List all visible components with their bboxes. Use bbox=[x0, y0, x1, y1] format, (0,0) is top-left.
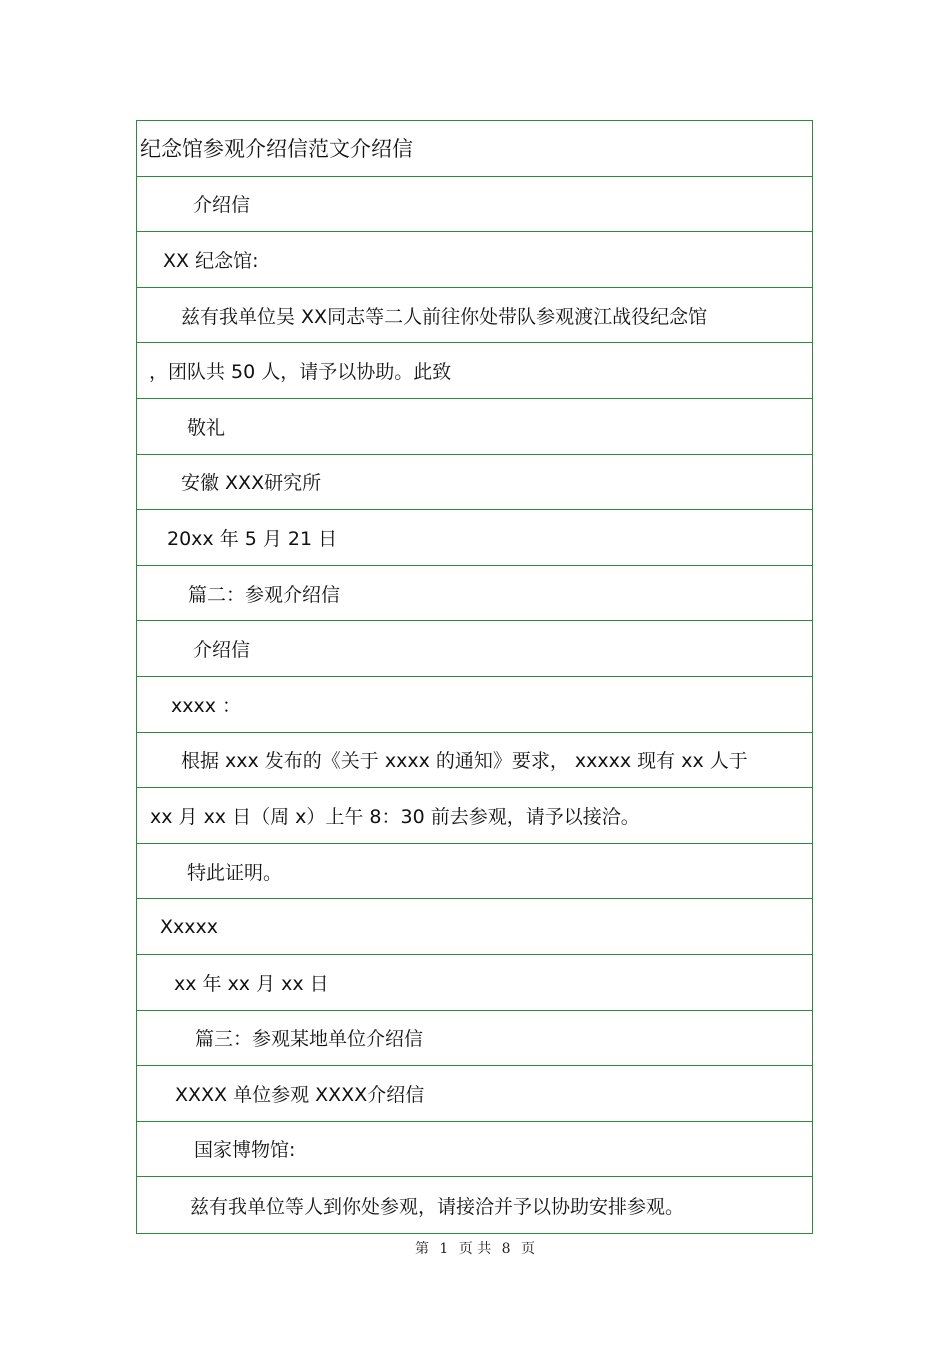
page-footer bbox=[0, 1238, 950, 1258]
document-title: 纪念馆参观介绍信范文介绍信 bbox=[137, 121, 812, 177]
date-line: 20xx 年 5 月 21 日 bbox=[137, 510, 812, 566]
footer-prefix: 第 bbox=[414, 1241, 429, 1257]
body-line: 兹有我单位吴 XX同志等二人前往你处带队参观渡江战役纪念馆 bbox=[137, 288, 812, 344]
body-line: ，团队共 50 人，请予以协助。此致 bbox=[137, 343, 812, 399]
body-line: 根据 xxx 发布的《关于 xxxx 的通知》要求， xxxxx 现有 xx 人于 bbox=[137, 733, 812, 789]
document-table bbox=[136, 120, 813, 1234]
footer-suffix: 页 bbox=[521, 1241, 536, 1257]
footer-total-pages: 8 bbox=[501, 1241, 511, 1257]
recipient-line: XX 纪念馆: bbox=[137, 232, 812, 288]
section-heading: 篇三：参观某地单位介绍信 bbox=[137, 1011, 812, 1067]
letter-heading: 介绍信 bbox=[137, 621, 812, 677]
closing-line: 特此证明。 bbox=[137, 844, 812, 900]
signature-line: Xxxxx bbox=[137, 899, 812, 955]
footer-page-number: 1 bbox=[439, 1241, 449, 1257]
letter-heading: 介绍信 bbox=[137, 177, 812, 233]
letter-title-line: XXXX 单位参观 XXXX介绍信 bbox=[137, 1066, 812, 1122]
recipient-line: xxxx ： bbox=[137, 677, 812, 733]
salutation-line: 敬礼 bbox=[137, 399, 812, 455]
signature-line: 安徽 XXX研究所 bbox=[137, 455, 812, 511]
footer-middle: 页 共 bbox=[458, 1241, 492, 1257]
body-line: xx 月 xx 日（周 x）上午 8：30 前去参观，请予以接洽。 bbox=[137, 788, 812, 844]
body-line: 兹有我单位等人到你处参观，请接洽并予以协助安排参观。 bbox=[190, 1195, 685, 1218]
date-line: xx 年 xx 月 xx 日 bbox=[137, 955, 812, 1011]
recipient-line: 国家博物馆: bbox=[137, 1122, 812, 1178]
section-heading: 篇二：参观介绍信 bbox=[137, 566, 812, 622]
